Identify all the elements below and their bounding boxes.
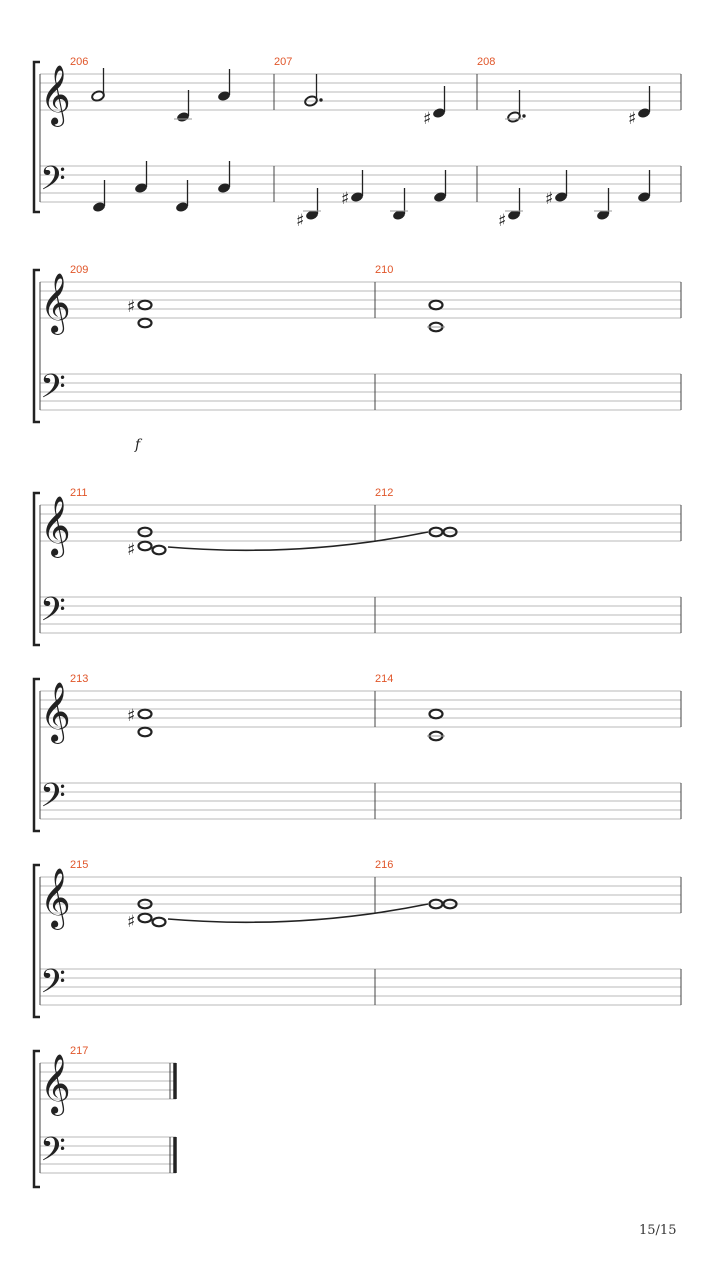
note: [91, 68, 105, 102]
treble-clef-icon: 𝄞: [40, 868, 71, 928]
note: [637, 86, 651, 119]
measure-number: 216: [375, 859, 394, 871]
measure-number: 211: [70, 487, 88, 499]
measure-number: 209: [70, 264, 89, 276]
measure-number: 212: [375, 487, 394, 499]
measure-number: 208: [477, 56, 496, 68]
measure-number: 217: [70, 1045, 89, 1057]
note: [505, 90, 526, 123]
treble-clef-icon: 𝄞: [40, 1054, 71, 1114]
note: [304, 74, 323, 107]
system-6: [34, 1045, 176, 1187]
system-3: [34, 487, 681, 645]
system-1: [34, 56, 681, 231]
treble-clef-icon: 𝄞: [40, 273, 71, 333]
treble-staff: [40, 74, 681, 110]
bass-clef-icon: 𝄢: [40, 160, 66, 206]
treble-staff: [40, 282, 681, 318]
bass-staff: [40, 969, 681, 1005]
system-5: [34, 859, 681, 1017]
whole-note: [139, 319, 152, 328]
bass-clef-icon: 𝄢: [40, 963, 66, 1009]
bass-staff: [40, 374, 681, 410]
sharp-icon: ♯: [545, 189, 554, 209]
treble-staff: [40, 691, 681, 727]
treble-staff: [40, 877, 681, 913]
sharp-icon: ♯: [628, 109, 637, 129]
sharp-icon: ♯: [498, 211, 507, 231]
sharp-icon: ♯: [423, 109, 432, 129]
measure-number: 210: [375, 264, 394, 276]
bass-clef-icon: 𝄢: [40, 777, 66, 823]
sharp-icon: ♯: [296, 211, 305, 231]
bass-staff: [40, 783, 681, 819]
whole-note: [430, 301, 443, 310]
bass-clef-icon: 𝄢: [40, 591, 66, 637]
note: [174, 90, 192, 123]
measure-number: 213: [70, 673, 89, 685]
treble-staff: [40, 505, 681, 541]
note: [92, 180, 106, 213]
sharp-icon: ♯: [127, 540, 136, 560]
sharp-icon: ♯: [341, 189, 350, 209]
sharp-icon: ♯: [127, 297, 136, 317]
whole-note: [139, 914, 152, 923]
note: [175, 180, 189, 213]
measure-number: 206: [70, 56, 89, 68]
sharp-icon: ♯: [127, 912, 136, 932]
dynamic-marking: f: [135, 437, 141, 453]
treble-clef-icon: 𝄞: [40, 65, 71, 125]
bass-clef-icon: 𝄢: [40, 1131, 66, 1177]
whole-note: [153, 546, 166, 555]
bass-staff: [40, 597, 681, 633]
note: [432, 86, 446, 119]
measure-number: 214: [375, 673, 394, 685]
whole-note: [430, 710, 443, 719]
whole-note: [139, 301, 152, 310]
system-4: [34, 673, 681, 831]
treble-clef-icon: 𝄞: [40, 496, 71, 556]
whole-note: [139, 542, 152, 551]
treble-clef-icon: 𝄞: [40, 682, 71, 742]
bass-clef-icon: 𝄢: [40, 368, 66, 414]
system-2: [34, 264, 681, 453]
page-indicator: 15/15: [639, 1223, 677, 1238]
whole-note: [153, 918, 166, 927]
sharp-icon: ♯: [127, 706, 136, 726]
measure-number: 207: [274, 56, 293, 68]
measure-number: 215: [70, 859, 89, 871]
whole-note: [139, 710, 152, 719]
whole-note: [139, 728, 152, 737]
